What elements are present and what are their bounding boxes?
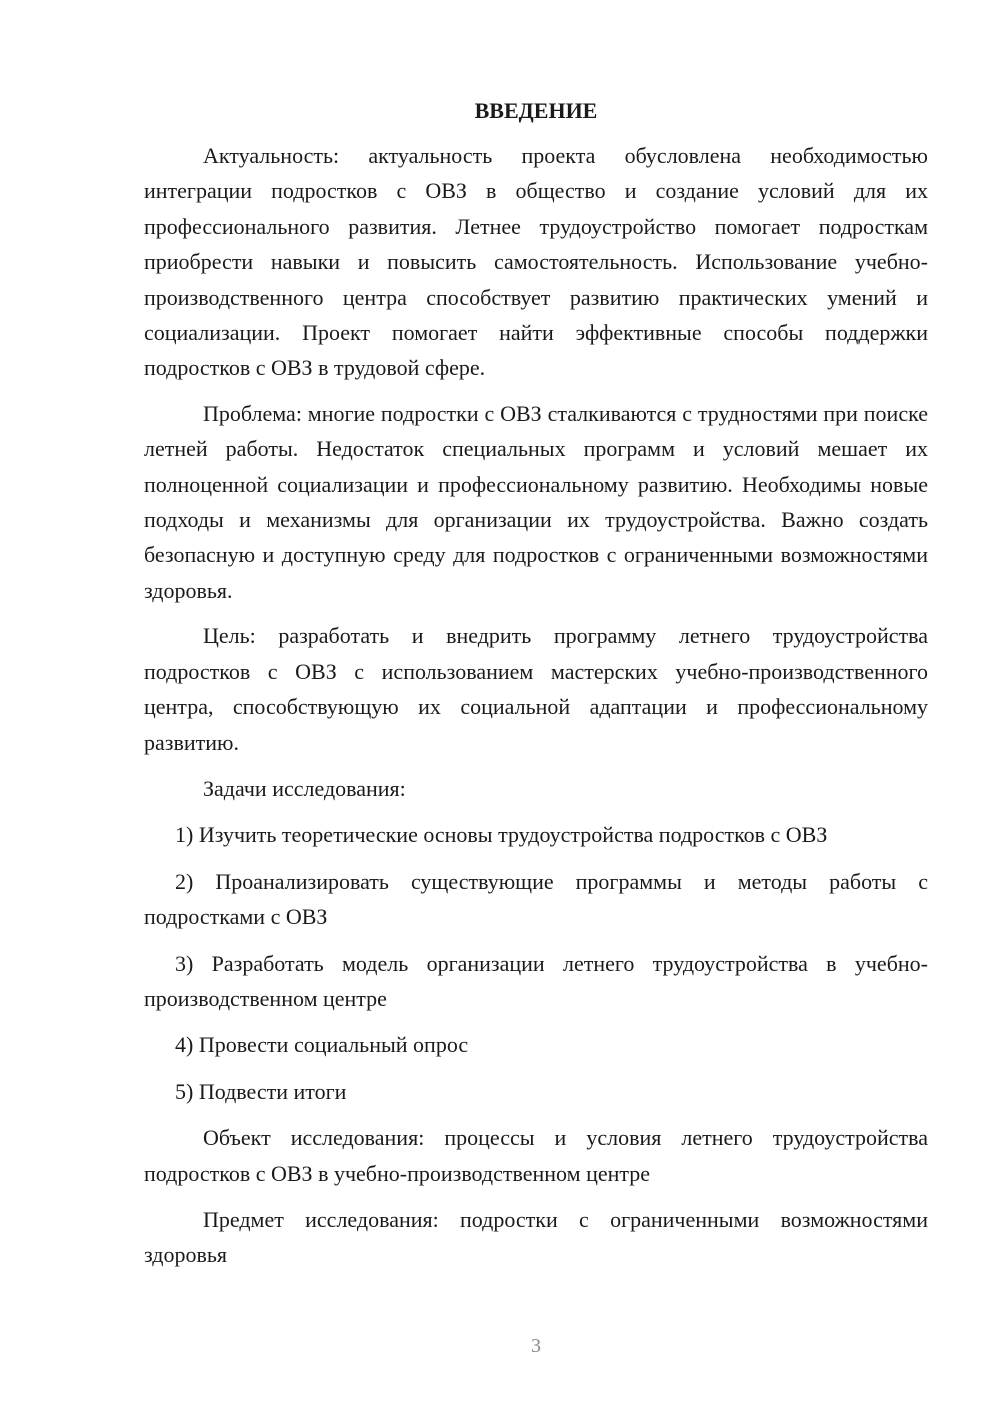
paragraph-object: Объект исследования: процессы и условия летнего трудоустройства подростков с ОВЗ в учебно-производственном центре: [144, 1125, 928, 1186]
task-item-5: 5) Подвести итоги: [175, 1078, 347, 1104]
paragraph-subject: Предмет исследования: подростки с ограниченными возможностями здоровья: [144, 1206, 928, 1268]
task-item-4: 4) Провести социальный опрос: [175, 1032, 469, 1058]
task-item-1: 1) Изучить теоретические основы трудоустройства подростков с ОВЗ: [175, 822, 828, 848]
paragraph-relevance: Актуальность: актуальность проекта обусловлена необходимостью интеграции подростков с ОВЗ в общество и создание условий для их профессионального развития. Летнее трудоустройство помогает подросткам приобрести навыки и повысить самостоятельность. Использование учебно-производственного центра способствует развитию практических умений и социализации. Проект помогает найти эффективные способы поддержки подростков с ОВЗ в трудовой сфере.: [144, 143, 928, 381]
task-item-3: 3) Разработать модель организации летнего трудоустройства в учебно-производственном центре: [144, 950, 928, 1011]
tasks-heading: Задачи исследования:: [203, 775, 406, 801]
paragraph-problem: Проблема: многие подростки с ОВЗ сталкиваются с трудностями при поиске летней работы. Недостаток специальных программ и условий мешает их полноценной социализации и профессиональному развитию. Необходимы новые подходы и механизмы для организации их трудоустройства. Важно создать безопасную и доступную среду для подростков с ограниченными возможностями здоровья.: [144, 400, 928, 603]
page-content: [144, 95, 928, 1273]
page-number: 3: [531, 1335, 541, 1357]
paragraph-goal: Цель: разработать и внедрить программу летнего трудоустройства подростков с ОВЗ с использованием мастерских учебно-производственного центра, способствующую их социальной адаптации и профессиональному развитию.: [144, 623, 928, 755]
task-item-2: 2) Проанализировать существующие программы и методы работы с подростками с ОВЗ: [144, 868, 928, 930]
section-heading: ВВЕДЕНИЕ: [474, 98, 598, 123]
